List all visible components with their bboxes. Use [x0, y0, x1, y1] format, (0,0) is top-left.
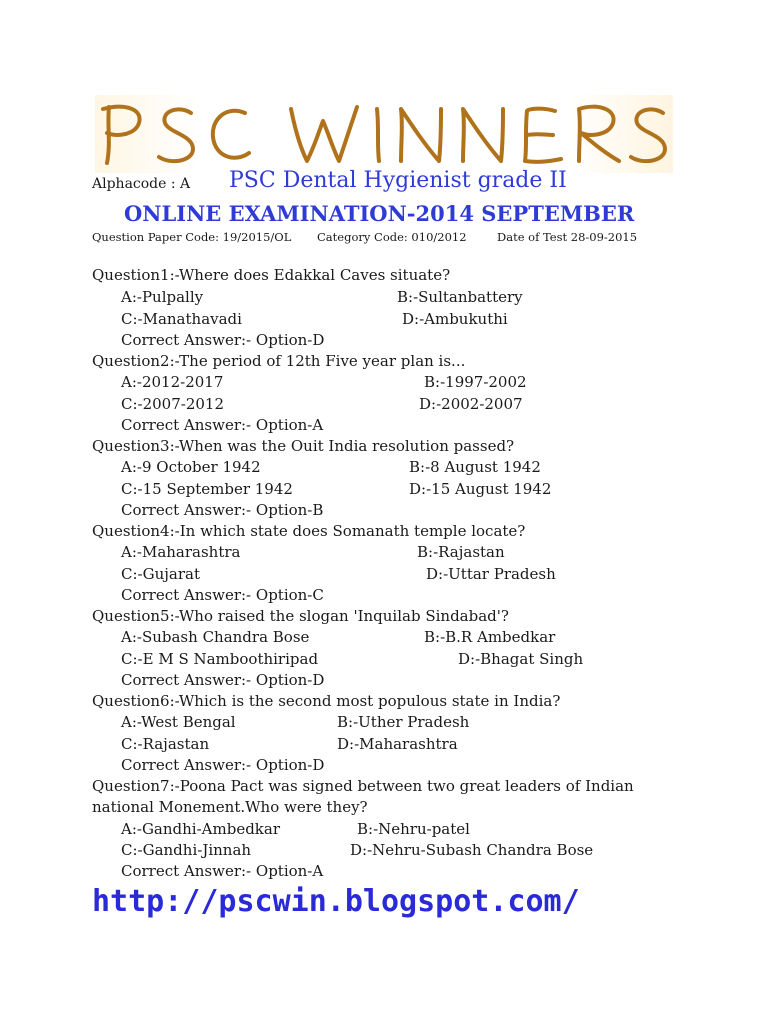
- question-7-line-2: national Monement.Who were they?: [92, 798, 368, 816]
- question-6: Question6:-Which is the second most populous state in India?: [92, 692, 561, 710]
- q3-option-d: D:-15 August 1942: [409, 480, 552, 498]
- q1-option-b: B:-Sultanbattery: [397, 288, 523, 306]
- logo-lettering: [95, 95, 673, 173]
- q1-correct-answer: Correct Answer:- Option-D: [121, 331, 325, 349]
- q7-option-c: C:-Gandhi-Jinnah: [121, 841, 252, 859]
- blog-url-link[interactable]: http://pscwin.blogspot.com/: [92, 884, 580, 919]
- q4-option-a: A:-Maharashtra: [121, 543, 241, 561]
- q2-option-c: C:-2007-2012: [121, 395, 225, 413]
- q6-option-d: D:-Maharashtra: [337, 735, 458, 753]
- q2-option-d: D:-2002-2007: [419, 395, 523, 413]
- question-7: Question7:-Poona Pact was signed between two great leaders of Indian: [92, 777, 634, 795]
- q7-option-a: A:-Gandhi-Ambedkar: [121, 820, 281, 838]
- q4-option-d: D:-Uttar Pradesh: [426, 565, 556, 583]
- question-4: Question4:-In which state does Somanath temple locate?: [92, 522, 526, 540]
- q1-option-d: D:-Ambukuthi: [402, 310, 508, 328]
- date-of-test: Date of Test 28-09-2015: [497, 230, 638, 244]
- question-1: Question1:-Where does Edakkal Caves situate?: [92, 266, 451, 284]
- category-code: Category Code: 010/2012: [317, 230, 467, 244]
- question-3: Question3:-When was the Ouit India resolution passed?: [92, 437, 515, 455]
- q5-option-c: C:-E M S Namboothiripad: [121, 650, 319, 668]
- q3-option-c: C:-15 September 1942: [121, 480, 293, 498]
- question-paper-code: Question Paper Code: 19/2015/OL: [92, 230, 292, 244]
- q7-option-d: D:-Nehru-Subash Chandra Bose: [350, 841, 594, 859]
- q3-option-a: A:-9 October 1942: [121, 458, 261, 476]
- q2-option-a: A:-2012-2017: [121, 373, 224, 391]
- q4-correct-answer: Correct Answer:- Option-C: [121, 586, 324, 604]
- q4-option-c: C:-Gujarat: [121, 565, 200, 583]
- q5-option-d: D:-Bhagat Singh: [458, 650, 584, 668]
- q6-option-b: B:-Uther Pradesh: [337, 713, 470, 731]
- q6-option-a: A:-West Bengal: [121, 713, 236, 731]
- q3-option-b: B:-8 August 1942: [409, 458, 541, 476]
- alphacode: Alphacode : A: [92, 176, 191, 192]
- q1-option-c: C:-Manathavadi: [121, 310, 242, 328]
- q4-option-b: B:-Rajastan: [417, 543, 505, 561]
- q2-correct-answer: Correct Answer:- Option-A: [121, 416, 324, 434]
- q6-correct-answer: Correct Answer:- Option-D: [121, 756, 325, 774]
- exam-title: PSC Dental Hygienist grade II: [229, 168, 567, 193]
- q5-correct-answer: Correct Answer:- Option-D: [121, 671, 325, 689]
- q6-option-c: C:-Rajastan: [121, 735, 210, 753]
- q1-option-a: A:-Pulpally: [121, 288, 204, 306]
- q5-option-a: A:-Subash Chandra Bose: [121, 628, 310, 646]
- question-5: Question5:-Who raised the slogan 'Inquilab Sindabad'?: [92, 607, 509, 625]
- q7-correct-answer: Correct Answer:- Option-A: [121, 862, 324, 880]
- psc-winners-logo: [95, 95, 673, 173]
- exam-subtitle: ONLINE EXAMINATION-2014 SEPTEMBER: [124, 201, 635, 226]
- question-2: Question2:-The period of 12th Five year plan is...: [92, 352, 466, 370]
- q7-option-b: B:-Nehru-patel: [357, 820, 470, 838]
- q3-correct-answer: Correct Answer:- Option-B: [121, 501, 324, 519]
- q5-option-b: B:-B.R Ambedkar: [424, 628, 556, 646]
- q2-option-b: B:-1997-2002: [424, 373, 527, 391]
